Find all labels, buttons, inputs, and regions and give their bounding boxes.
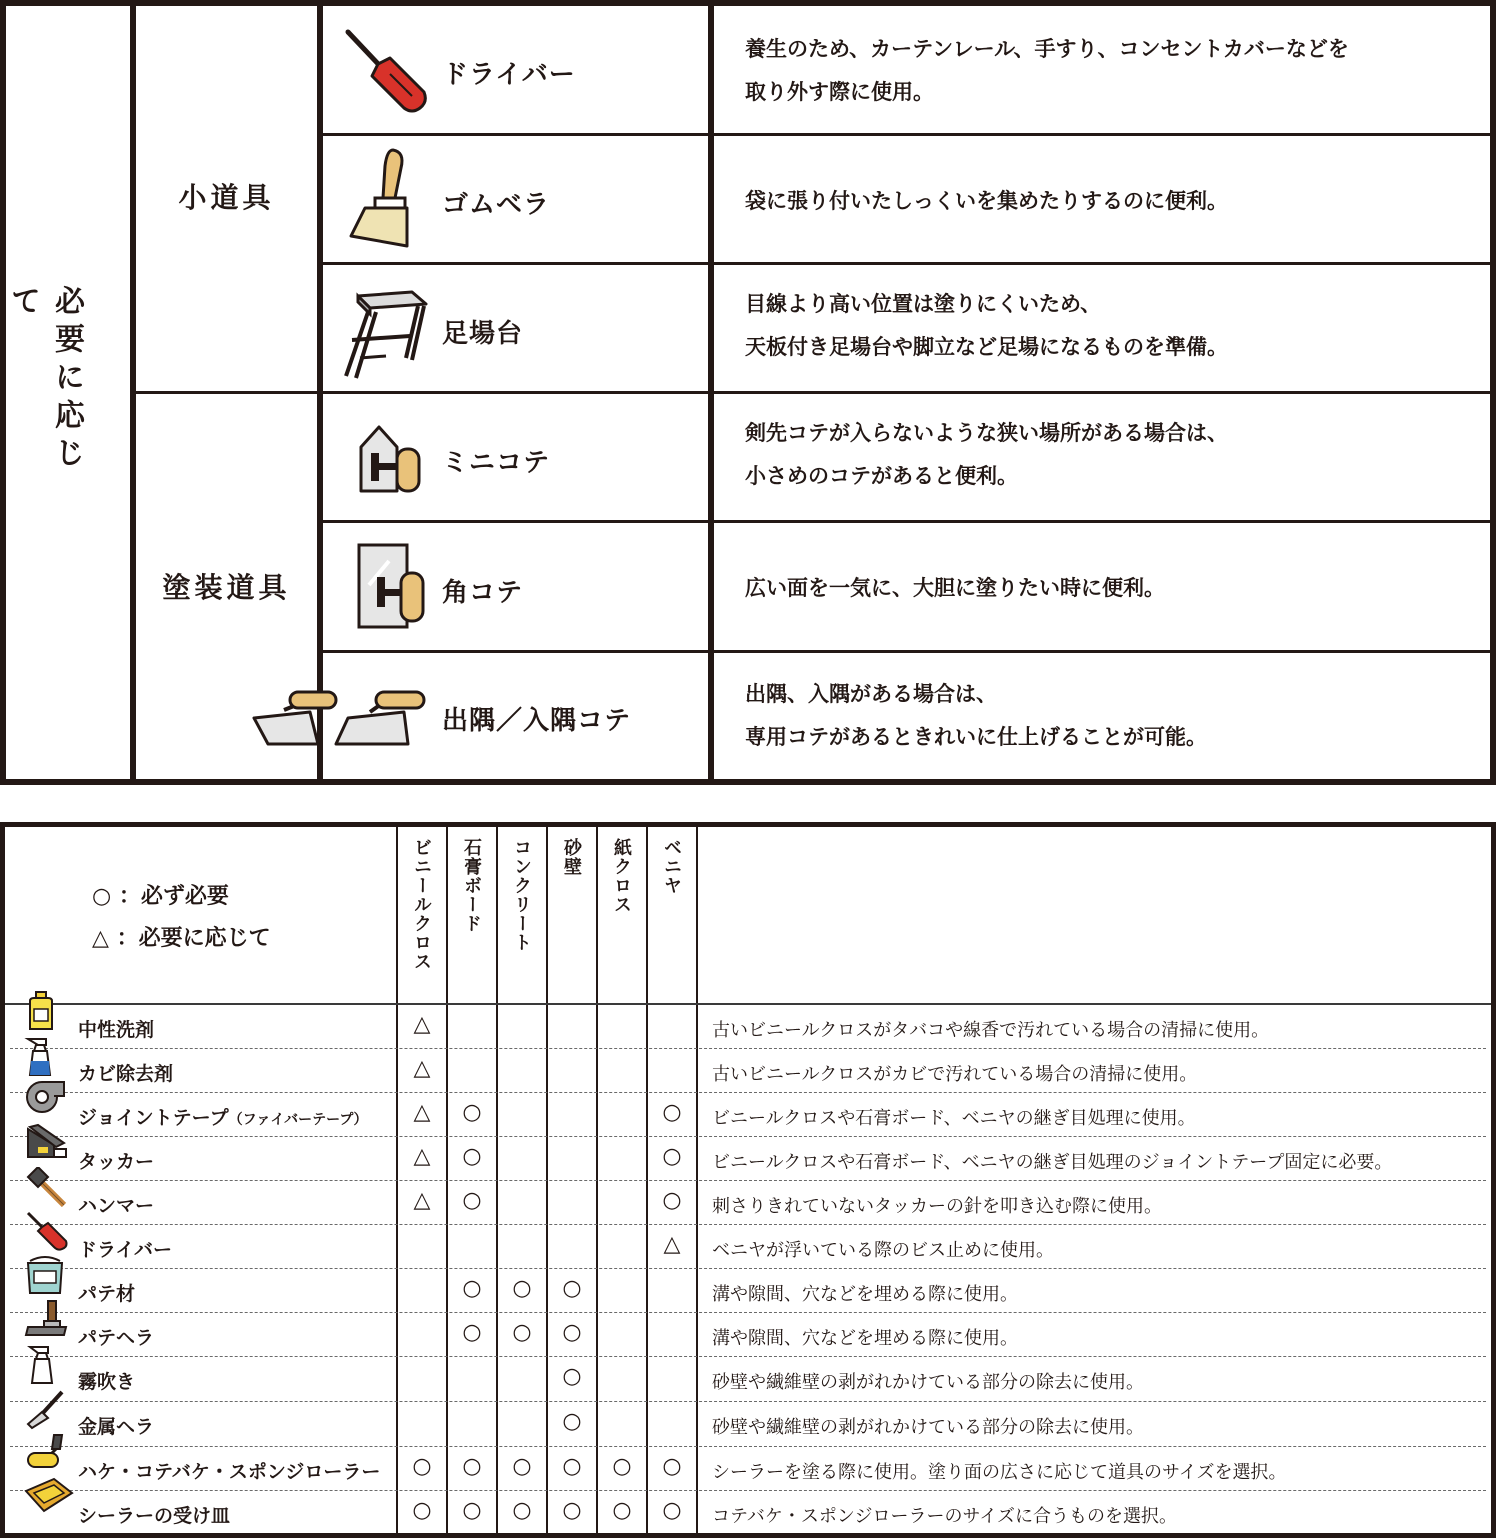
row-note: 砂壁や繊維壁の剥がれかけている部分の除去に使用。 (712, 1372, 1144, 1393)
mini-trowel-icon (355, 421, 425, 495)
tool-desc: 広い面を一気に、大胆に塗りたい時に便利。 (745, 576, 1165, 600)
usage-mark: △ (413, 1188, 431, 1213)
roller-brush-icon (24, 1433, 70, 1477)
screwdriver-icon (24, 1211, 70, 1255)
row-note: 砂壁や繊維壁の剥がれかけている部分の除去に使用。 (712, 1417, 1144, 1438)
table-row (0, 1402, 1496, 1446)
group-label: 必要に応じて (5, 285, 84, 475)
row-tool-name: シーラーの受け皿 (78, 1505, 231, 1527)
tool-name: ゴムベラ (442, 190, 551, 220)
usage-mark: ○ (462, 1320, 482, 1345)
row-tool-name: 金属ヘラ (78, 1416, 155, 1438)
usage-mark: ○ (462, 1100, 482, 1125)
usage-mark: ○ (512, 1454, 532, 1479)
row-tool-name: ジョイントテープ（ファイバーテープ） (78, 1107, 368, 1129)
corner-trowel-icon (250, 688, 430, 750)
tool-desc: 剣先コテが入らないような狭い場所がある場合は、 小さめのコテがあると便利。 (745, 421, 1228, 488)
rubber-spatula-icon (345, 146, 415, 254)
usage-mark: ○ (462, 1144, 482, 1169)
material-vinyl-cloth: ビニールクロス (411, 838, 432, 971)
tape-roll-icon (24, 1079, 68, 1119)
table-row (0, 1005, 1496, 1049)
square-trowel-icon (355, 541, 427, 631)
usage-mark: △ (413, 1012, 431, 1037)
hammer-icon (24, 1167, 68, 1211)
legend-optional: △ ：必要に応じて (92, 926, 271, 951)
tool-desc: 袋に張り付いたしっくいを集めたりするのに便利。 (745, 189, 1228, 213)
usage-mark: ○ (512, 1320, 532, 1345)
row-tool-name: パテ材 (78, 1283, 136, 1305)
spray-bottle-icon (24, 1035, 58, 1081)
mist-sprayer-icon (24, 1343, 64, 1389)
screwdriver-icon (338, 24, 434, 120)
table-row (0, 1181, 1496, 1225)
usage-mark: ○ (412, 1498, 432, 1523)
usage-mark: ○ (562, 1409, 582, 1434)
usage-mark: ○ (662, 1144, 682, 1169)
row-tool-name: 中性洗剤 (78, 1019, 155, 1041)
material-gypsum-board: 石膏ボード (461, 838, 482, 933)
table-row (0, 1225, 1496, 1269)
usage-mark: ○ (462, 1276, 482, 1301)
tool-name: 足場台 (442, 319, 524, 349)
metal-spatula-icon (24, 1388, 68, 1434)
usage-mark: ○ (662, 1100, 682, 1125)
table-row (0, 1049, 1496, 1093)
usage-mark: ○ (662, 1498, 682, 1523)
table-row (0, 1093, 1496, 1137)
detergent-bottle-icon (24, 991, 58, 1035)
category-painting-tools: 塗装道具 (162, 571, 291, 604)
row-note: ベニヤが浮いている際のビス止めに使用。 (712, 1240, 1054, 1261)
usage-mark: ○ (512, 1498, 532, 1523)
usage-mark: ○ (462, 1454, 482, 1479)
tool-name: 角コテ (442, 578, 524, 608)
usage-mark: ○ (562, 1364, 582, 1389)
tool-name: 出隅／入隅コテ (442, 706, 632, 736)
row-note: シーラーを塗る際に使用。塗り面の広さに応じて道具のサイズを選択。 (712, 1462, 1287, 1483)
row-note: 刺さりきれていないタッカーの針を叩き込む際に使用。 (712, 1196, 1162, 1217)
tool-name: ミニコテ (442, 448, 551, 478)
table-row (0, 1357, 1496, 1401)
usage-mark: ○ (562, 1320, 582, 1345)
usage-mark: ○ (662, 1454, 682, 1479)
material-paper-cloth: 紙クロス (611, 838, 632, 914)
material-sand-wall: 砂壁 (561, 838, 582, 876)
usage-mark: ○ (612, 1498, 632, 1523)
row-tool-name: カビ除去剤 (78, 1063, 174, 1085)
stapler-icon (24, 1123, 70, 1163)
table-row (0, 1137, 1496, 1181)
step-stool-icon (340, 288, 432, 382)
table-row (0, 1491, 1496, 1535)
usage-mark: ○ (662, 1188, 682, 1213)
row-note: 溝や隙間、穴などを埋める際に使用。 (712, 1328, 1018, 1349)
row-tool-name: パテヘラ (78, 1327, 155, 1349)
usage-mark: ○ (562, 1498, 582, 1523)
usage-mark: ○ (562, 1454, 582, 1479)
usage-mark: △ (413, 1100, 431, 1125)
material-plywood: ベニヤ (661, 838, 682, 895)
table-row (0, 1269, 1496, 1313)
usage-mark: ○ (562, 1276, 582, 1301)
legend-required: ○ ：必ず必要 (92, 884, 229, 909)
putty-bucket-icon (24, 1255, 66, 1299)
usage-mark: △ (413, 1056, 431, 1081)
legend (92, 876, 271, 960)
usage-mark: ○ (412, 1454, 432, 1479)
row-tool-name: ハケ・コテバケ・スポンジローラー (78, 1461, 381, 1483)
row-tool-name: 霧吹き (78, 1371, 136, 1393)
row-note: 溝や隙間、穴などを埋める際に使用。 (712, 1284, 1018, 1305)
table-row (0, 1313, 1496, 1357)
tool-name: ドライバー (442, 60, 576, 90)
row-tool-name: ハンマー (78, 1195, 155, 1217)
putty-knife-icon (24, 1299, 70, 1343)
paint-tray-icon (24, 1477, 74, 1517)
usage-mark: ○ (462, 1498, 482, 1523)
row-note: コテバケ・スポンジローラーのサイズに合うものを選択。 (712, 1506, 1178, 1527)
usage-mark: ○ (512, 1276, 532, 1301)
tool-desc: 目線より高い位置は塗りにくいため、 天板付き足場台や脚立など足場になるものを準備。 (745, 292, 1228, 359)
tool-desc: 出隅、入隅がある場合は、 専用コテがあるときれいに仕上げることが可能。 (745, 682, 1207, 749)
material-concrete: コンクリート (511, 838, 532, 952)
usage-mark: △ (663, 1232, 681, 1257)
row-tool-name: ドライバー (78, 1239, 173, 1261)
usage-mark: ○ (462, 1188, 482, 1213)
row-note: ビニールクロスや石膏ボード、ベニヤの継ぎ目処理に使用。 (712, 1108, 1196, 1129)
usage-mark: ○ (612, 1454, 632, 1479)
row-note: ビニールクロスや石膏ボード、ベニヤの継ぎ目処理のジョイントテープ固定に必要。 (712, 1152, 1393, 1173)
row-note: 古いビニールクロスがカビで汚れている場合の清掃に使用。 (712, 1064, 1198, 1085)
category-small-tools: 小道具 (178, 181, 275, 214)
table-row (0, 1447, 1496, 1491)
row-note: 古いビニールクロスがタバコや線香で汚れている場合の清掃に使用。 (712, 1020, 1270, 1041)
row-tool-name: タッカー (78, 1151, 155, 1173)
usage-mark: △ (413, 1144, 431, 1169)
tool-desc: 養生のため、カーテンレール、手すり、コンセントカバーなどを 取り外す際に使用。 (745, 37, 1349, 104)
